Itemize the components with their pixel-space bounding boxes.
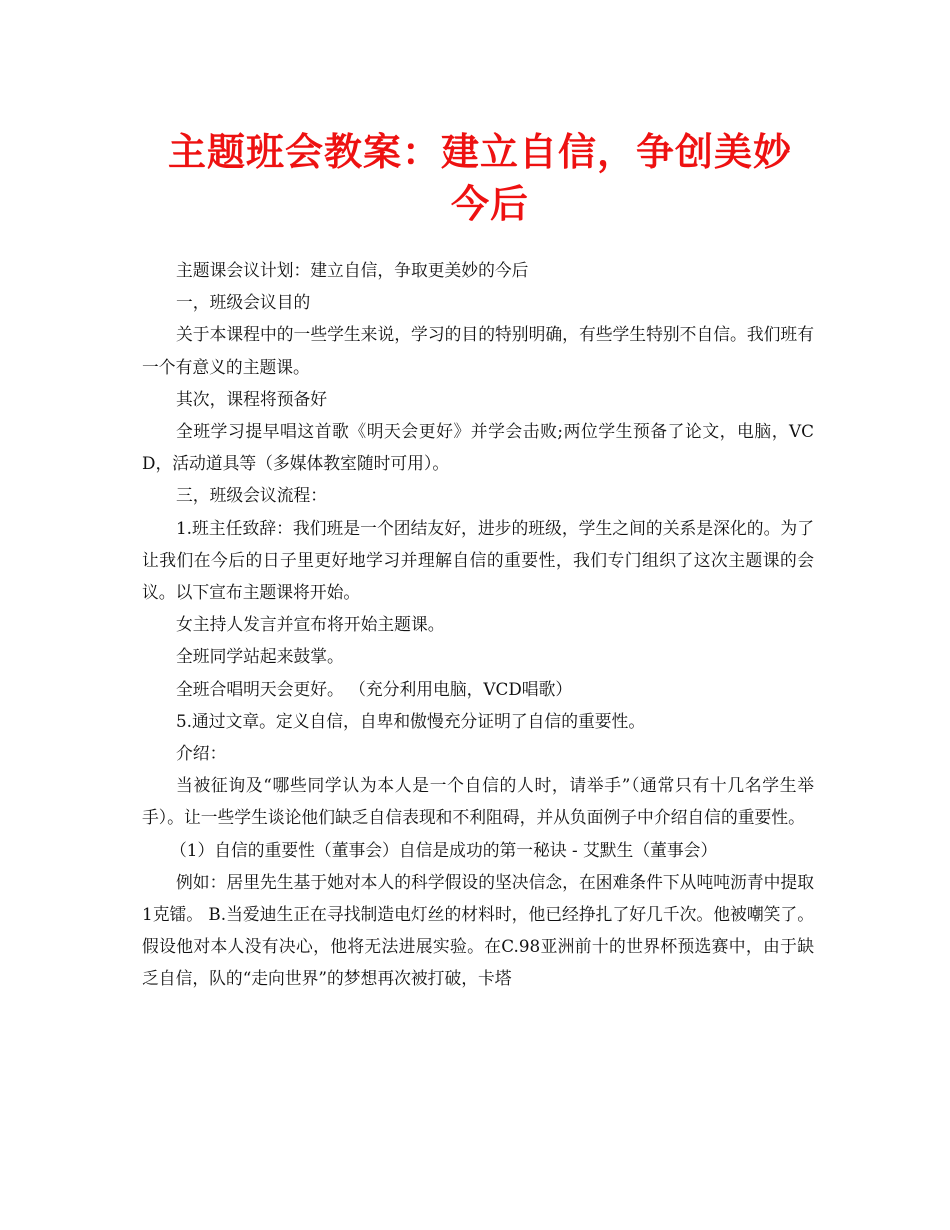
section-prep-heading: 其次，课程将预备好: [176, 388, 328, 409]
applause-line: 全班同学站起来鼓掌。: [176, 646, 344, 667]
title-line-2: 今后: [450, 181, 529, 226]
goal-paragraph: 关于本课程中的一些学生来说，学习的目的特别明确，有些学生特别不自信。我们班有一个有意义的主题课。: [142, 324, 814, 377]
section-goal-heading: 一，班级会议目的: [176, 292, 311, 313]
host-line: 女主持人发言并宣布将开始主题课。: [176, 614, 445, 635]
prep-paragraph: 全班学习提早唱这首歌《明天会更好》并学会击败;两位学生预备了论文，电脑，VCD，活动道具等（多媒体教室随时可用）。: [142, 421, 814, 474]
plan-heading: 主题课会议计划：建立自信，争取更美妙的今后: [176, 260, 529, 280]
intro-heading: 介绍：: [176, 743, 227, 764]
importance-line: （1）自信的重要性（董事会）自信是成功的第一秘诀 - 艾默生（董事会）: [170, 839, 718, 860]
section-process-heading: 三，班级会议流程：: [176, 485, 328, 506]
teacher-speech-paragraph: 1.班主任致辞：我们班是一个团结友好，进步的班级，学生之间的关系是深化的。为了让我们在今后的日子里更好地学习并理解自信的重要性，我们专门组织了这次主题课的会议。以下宣布主题课将开始。: [142, 517, 814, 603]
document-body: [142, 254, 814, 995]
intro-paragraph: 当被征询及“哪些同学认为本人是一个自信的人时，请举手”（通常只有十几名学生举手）。让一些学生谈论他们缺乏自信表现和不利阻碍，并从负面例子中介绍自信的重要性。: [142, 775, 814, 828]
title-line-1: 主题班会教案：建立自信，争创美妙: [167, 129, 792, 174]
article-line: 5.通过文章。定义自信，自卑和傲慢充分证明了自信的重要性。: [176, 710, 646, 731]
chorus-line: 全班合唱明天会更好。 （充分利用电脑，VCD唱歌）: [176, 678, 573, 699]
examples-paragraph: 例如：居里先生基于她对本人的科学假设的坚决信念，在困难条件下从吨吨沥青中提取1克镭。 B.当爱迪生正在寻找制造电灯丝的材料时，他已经挣扎了好几千次。他被嘲笑了。假设他对本人没有决心，他将无法进展实验。在C.98亚洲前十的世界杯预选赛中，由于缺乏自信，队的“走向世界”的梦想再次被打破，卡塔: [142, 871, 814, 989]
document-title: [140, 126, 820, 230]
